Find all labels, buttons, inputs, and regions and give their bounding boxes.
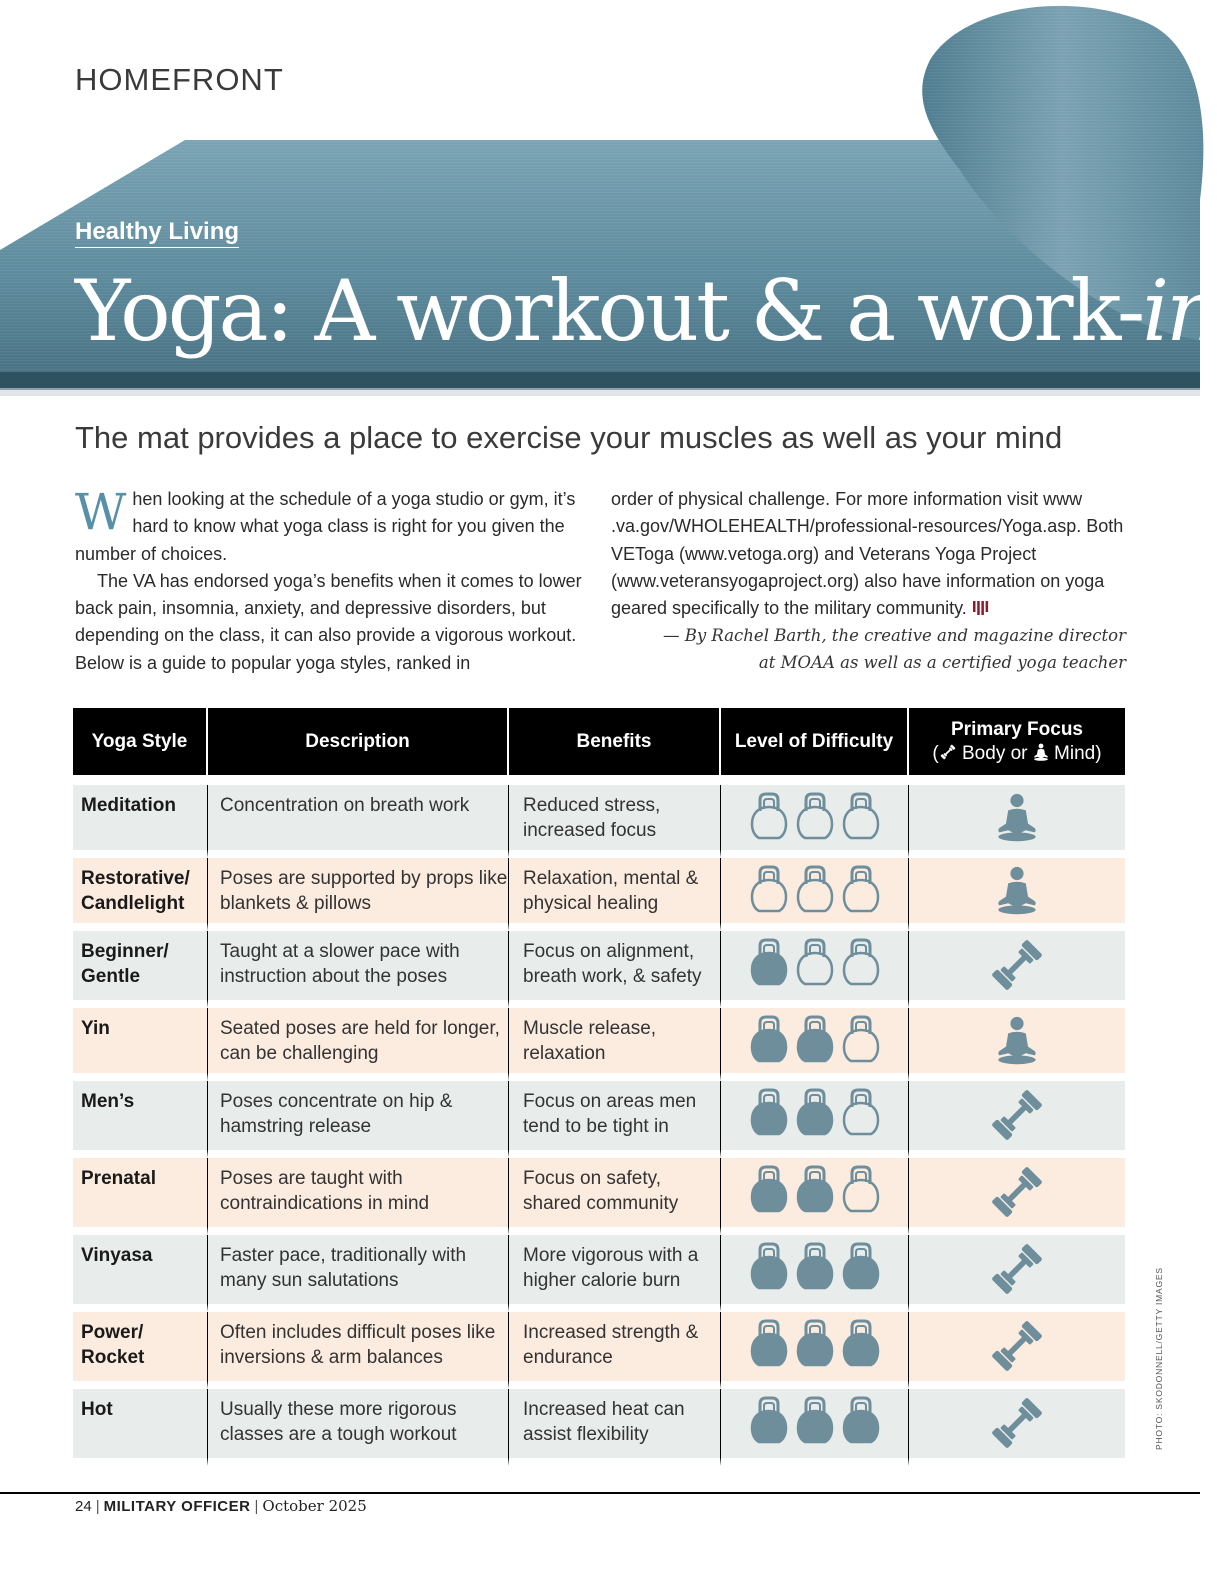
kettlebell-outline-icon xyxy=(841,1164,881,1214)
cell-benefits: Muscle release, relaxation xyxy=(509,1008,721,1081)
dumbbell-icon xyxy=(989,1087,1045,1143)
kettlebell-filled-icon xyxy=(749,1395,789,1445)
cell-yoga-style: Yin xyxy=(73,1008,208,1081)
cell-yoga-style: Meditation xyxy=(73,785,208,858)
kettlebell-filled-icon xyxy=(795,1164,835,1214)
header-primary-focus-title: Primary Focus xyxy=(951,718,1083,740)
kettlebell-outline-icon xyxy=(841,1087,881,1137)
cell-benefits: Increased strength & endurance xyxy=(509,1312,721,1389)
cell-difficulty xyxy=(721,1312,909,1389)
cell-yoga-style: Restorative/ Candlelight xyxy=(73,858,208,931)
cell-difficulty xyxy=(721,1389,909,1466)
kettlebell-outline-icon xyxy=(749,791,789,841)
cell-primary-focus xyxy=(909,931,1125,1008)
moaa-end-mark-icon xyxy=(972,600,990,616)
subhead: The mat provides a place to exercise your muscles as well as your mind xyxy=(75,420,1063,455)
table-row xyxy=(73,1008,1125,1081)
table-row xyxy=(73,1158,1125,1235)
issue-date: October 2025 xyxy=(262,1497,367,1515)
cell-description: Often includes difficult poses like inversions & arm balances xyxy=(208,1312,509,1389)
cell-benefits: Focus on alignment, breath work, & safety xyxy=(509,931,721,1008)
kettlebell-filled-icon xyxy=(749,1241,789,1291)
intro-column-left xyxy=(75,483,585,677)
kettlebell-filled-icon xyxy=(795,1014,835,1064)
header-spacer-cell xyxy=(73,775,1125,785)
cell-description: Faster pace, traditionally with many sun salutations xyxy=(208,1235,509,1312)
legend-open-paren: ( xyxy=(932,742,939,764)
headline-italic: in xyxy=(1142,262,1217,360)
table-row xyxy=(73,785,1125,858)
kettlebell-filled-icon xyxy=(795,1087,835,1137)
table-row xyxy=(73,858,1125,931)
cell-description: Poses are taught with contraindications in mind xyxy=(208,1158,509,1235)
kettlebell-outline-icon xyxy=(795,937,835,987)
byline-line-1: — By Rachel Barth, the creative and magazine director xyxy=(662,626,1126,646)
kettlebell-outline-icon xyxy=(841,864,881,914)
byline-line-2: at MOAA as well as a certified yoga teacher xyxy=(758,653,1126,673)
header-benefits: Benefits xyxy=(509,708,721,775)
kettlebell-filled-icon xyxy=(841,1241,881,1291)
cell-description: Poses are supported by props like blankets & pillows xyxy=(208,858,509,931)
cell-primary-focus xyxy=(909,1235,1125,1312)
cell-description: Usually these more rigorous classes are a tough workout xyxy=(208,1389,509,1466)
headline xyxy=(75,262,1217,360)
kicker: Healthy Living xyxy=(75,218,239,248)
cell-description: Taught at a slower pace with instruction about the poses xyxy=(208,931,509,1008)
header-difficulty: Level of Difficulty xyxy=(721,708,909,775)
kettlebell-outline-icon xyxy=(795,864,835,914)
dumbbell-icon xyxy=(989,1241,1045,1297)
kettlebell-outline-icon xyxy=(841,937,881,987)
cell-primary-focus xyxy=(909,858,1125,931)
dumbbell-icon xyxy=(989,1164,1045,1220)
kettlebell-filled-icon xyxy=(749,1014,789,1064)
cell-primary-focus xyxy=(909,1081,1125,1158)
dumbbell-icon xyxy=(989,1318,1045,1374)
kettlebell-filled-icon xyxy=(795,1395,835,1445)
dropcap: W xyxy=(75,483,127,541)
page-number: 24 xyxy=(75,1498,92,1515)
cell-difficulty xyxy=(721,931,909,1008)
dumbbell-icon xyxy=(989,1395,1045,1451)
cell-yoga-style: Hot xyxy=(73,1389,208,1466)
header-spacer xyxy=(73,775,1125,785)
legend-body: Body or xyxy=(956,742,1033,764)
cell-difficulty xyxy=(721,1008,909,1081)
footer-separator-2: | xyxy=(254,1498,259,1515)
cell-yoga-style: Power/ Rocket xyxy=(73,1312,208,1389)
cell-difficulty xyxy=(721,1081,909,1158)
cell-description: Poses concentrate on hip & hamstring release xyxy=(208,1081,509,1158)
kettlebell-filled-icon xyxy=(749,1087,789,1137)
header-yoga-style: Yoga Style xyxy=(73,708,208,775)
intro-paragraph-3: order of physical challenge. For more information visit www .va.gov/WHOLEHEALTH/professional-resources/Yoga.asp. Both VEToga (www.vetoga.org) and Veterans Yoga Project (www.veteransyogaproject.org) also have information on yoga geared specifically to the military community. xyxy=(611,489,1124,619)
kettlebell-filled-icon xyxy=(795,1241,835,1291)
meditation-icon xyxy=(1033,743,1049,761)
kettlebell-outline-icon xyxy=(749,864,789,914)
kettlebell-filled-icon xyxy=(841,1318,881,1368)
table-header-row xyxy=(73,708,1125,775)
headline-main: Yoga: A workout & a work- xyxy=(75,262,1143,360)
legend-mind: Mind) xyxy=(1048,742,1102,764)
header-description: Description xyxy=(208,708,509,775)
meditation-icon xyxy=(995,791,1039,843)
kettlebell-filled-icon xyxy=(749,1318,789,1368)
cell-primary-focus xyxy=(909,785,1125,858)
header-primary-focus xyxy=(909,708,1125,775)
kettlebell-filled-icon xyxy=(749,1164,789,1214)
yoga-styles-table xyxy=(73,708,1125,1466)
cell-difficulty xyxy=(721,858,909,931)
cell-yoga-style: Vinyasa xyxy=(73,1235,208,1312)
header-focus-legend xyxy=(909,743,1125,765)
cell-benefits: Increased heat can assist flexibility xyxy=(509,1389,721,1466)
cell-benefits: Relaxation, mental & physical healing xyxy=(509,858,721,931)
cell-yoga-style: Men’s xyxy=(73,1081,208,1158)
cell-difficulty xyxy=(721,1158,909,1235)
table-row xyxy=(73,1235,1125,1312)
section-label: HOMEFRONT xyxy=(75,62,284,97)
cell-benefits: More vigorous with a higher calorie burn xyxy=(509,1235,721,1312)
publication-name: MILITARY OFFICER xyxy=(103,1498,251,1515)
cell-description: Seated poses are held for longer, can be challenging xyxy=(208,1008,509,1081)
cell-difficulty xyxy=(721,785,909,858)
cell-primary-focus xyxy=(909,1312,1125,1389)
intro-paragraph-2: The VA has endorsed yoga’s benefits when it comes to lower back pain, insomnia, anxiety, and depressive disorders, but depending on the class, it can also provide a vigorous workout. Below is a guide to popular yoga styles, ranked in xyxy=(75,570,582,673)
kettlebell-outline-icon xyxy=(795,791,835,841)
meditation-icon xyxy=(995,864,1039,916)
cell-benefits: Reduced stress, increased focus xyxy=(509,785,721,858)
footer-rule xyxy=(0,1492,1200,1494)
photo-credit: PHOTO: SKODONNELL/GETTY IMAGES xyxy=(1154,1267,1164,1450)
kettlebell-outline-icon xyxy=(841,1014,881,1064)
dumbbell-icon xyxy=(989,937,1045,993)
cell-primary-focus xyxy=(909,1008,1125,1081)
intro-column-right xyxy=(611,486,1126,676)
table-body xyxy=(73,785,1125,1466)
cell-difficulty xyxy=(721,1235,909,1312)
table-row xyxy=(73,1389,1125,1466)
kettlebell-filled-icon xyxy=(795,1318,835,1368)
kettlebell-filled-icon xyxy=(841,1395,881,1445)
table-row xyxy=(73,1312,1125,1389)
dumbbell-icon xyxy=(939,743,957,761)
meditation-icon xyxy=(995,1014,1039,1066)
kettlebell-outline-icon xyxy=(841,791,881,841)
cell-benefits: Focus on safety, shared community xyxy=(509,1158,721,1235)
table-row xyxy=(73,931,1125,1008)
kettlebell-filled-icon xyxy=(749,937,789,987)
cell-description: Concentration on breath work xyxy=(208,785,509,858)
cell-primary-focus xyxy=(909,1389,1125,1466)
cell-yoga-style: Prenatal xyxy=(73,1158,208,1235)
footer xyxy=(75,1497,367,1515)
cell-yoga-style: Beginner/ Gentle xyxy=(73,931,208,1008)
footer-separator-1: | xyxy=(95,1498,100,1515)
table-row xyxy=(73,1081,1125,1158)
cell-primary-focus xyxy=(909,1158,1125,1235)
intro-paragraph-1: hen looking at the schedule of a yoga studio or gym, it’s hard to know what yoga class is right for you given the number of choices. xyxy=(75,489,576,564)
cell-benefits: Focus on areas men tend to be tight in xyxy=(509,1081,721,1158)
